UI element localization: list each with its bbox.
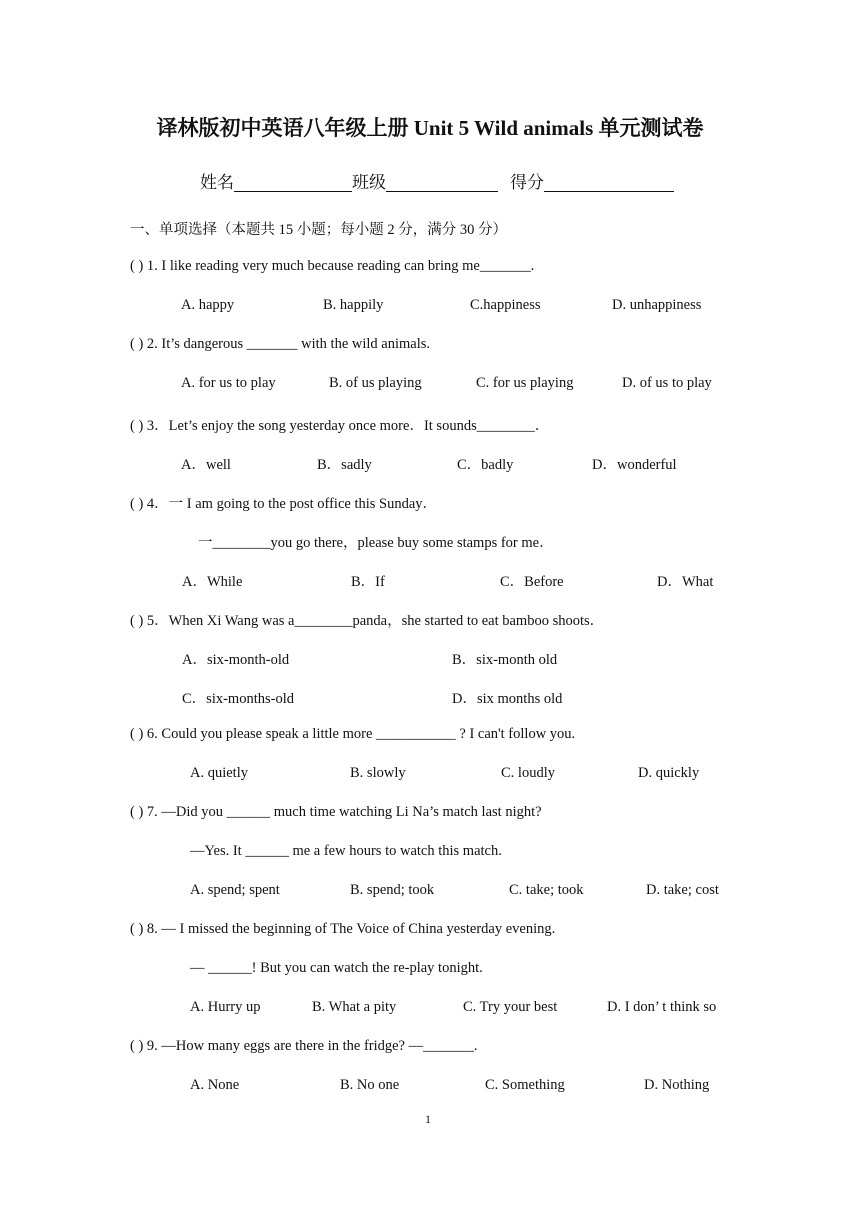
option-a: A．six-month-old (182, 652, 290, 668)
option-c: C. Try your best (463, 999, 558, 1015)
option-a: A. happy (181, 297, 235, 313)
option-c: C. Something (485, 1077, 565, 1093)
question-stem: ( ) 6. Could you please speak a little more ___________ ? I can't follow you. (130, 726, 576, 742)
option-a: A．well (181, 457, 231, 473)
question-stem: ( ) 8. — I missed the beginning of The Voice of China yesterday evening. (130, 921, 556, 937)
option-b: B. of us playing (329, 375, 422, 391)
option-d: D. quickly (638, 765, 700, 781)
option-d: D. of us to play (622, 375, 712, 391)
option-a: A．While (182, 574, 243, 590)
question-stem: ( ) 1. I like reading very much because reading can bring me_______. (130, 258, 535, 274)
option-d: D. unhappiness (612, 297, 702, 313)
page-title: 译林版初中英语八年级上册 Unit 5 Wild animals 单元测试卷 (156, 116, 704, 140)
question-stem: ( ) 5．When Xi Wang was a________panda，she started to eat bamboo shoots． (130, 613, 605, 629)
name-blank[interactable] (234, 173, 352, 192)
question-stem-line2: —Yes. It ______ me a few hours to watch this match. (190, 843, 502, 859)
option-b: B. happily (323, 297, 384, 313)
score-blank[interactable] (544, 173, 674, 192)
option-b: B. spend; took (350, 882, 435, 898)
option-c: C. loudly (501, 765, 555, 781)
option-d: D．What (657, 574, 714, 590)
option-c: C. take; took (509, 882, 584, 898)
question-stem: ( ) 4．一 I am going to the post office this Sunday． (130, 496, 438, 512)
option-a: A. for us to play (181, 375, 276, 391)
option-d: D. take; cost (646, 882, 719, 898)
score-label: 得分 (510, 173, 544, 192)
option-a: A. spend; spent (190, 882, 280, 898)
question-stem: ( ) 3．Let’s enjoy the song yesterday once more．It sounds________． (130, 418, 550, 434)
option-c: C．badly (457, 457, 514, 473)
class-label: 班级 (352, 173, 386, 192)
page-number: 1 (425, 1112, 431, 1126)
option-b: B. No one (340, 1077, 400, 1093)
option-a: A. Hurry up (190, 999, 261, 1015)
name-label: 姓名 (200, 173, 234, 192)
option-c: C.happiness (470, 297, 541, 313)
section-heading: 一、单项选择（本题共 15 小题；每小题 2 分，满分 30 分） (130, 222, 507, 238)
question-stem: ( ) 2. It’s dangerous _______ with the wild animals. (130, 336, 431, 352)
option-d: D. Nothing (644, 1077, 710, 1093)
question-stem: ( ) 7. —Did you ______ much time watching Li Na’s match last night? (130, 804, 542, 820)
class-blank[interactable] (386, 173, 498, 192)
question-stem: ( ) 9. —How many eggs are there in the fridge? —_______. (130, 1038, 478, 1054)
option-b: B. What a pity (312, 999, 397, 1015)
option-b: B．sadly (317, 457, 372, 473)
option-c: C. for us playing (476, 375, 574, 391)
question-stem-line2: — ______! But you can watch the re-play tonight. (190, 960, 483, 976)
option-b: B．If (351, 574, 385, 590)
option-d: D．six months old (452, 691, 563, 707)
option-b: B. slowly (350, 765, 406, 781)
option-a: A. quietly (190, 765, 248, 781)
option-d: D．wonderful (592, 457, 677, 473)
option-c: C．Before (500, 574, 564, 590)
student-info-row (200, 168, 674, 193)
option-b: B．six-month old (452, 652, 558, 668)
option-d: D. I don’ t think so (607, 999, 717, 1015)
option-c: C．six-months-old (182, 691, 294, 707)
question-stem-line2: 一________you go there，please buy some stamps for me． (198, 535, 554, 551)
option-a: A. None (190, 1077, 240, 1093)
